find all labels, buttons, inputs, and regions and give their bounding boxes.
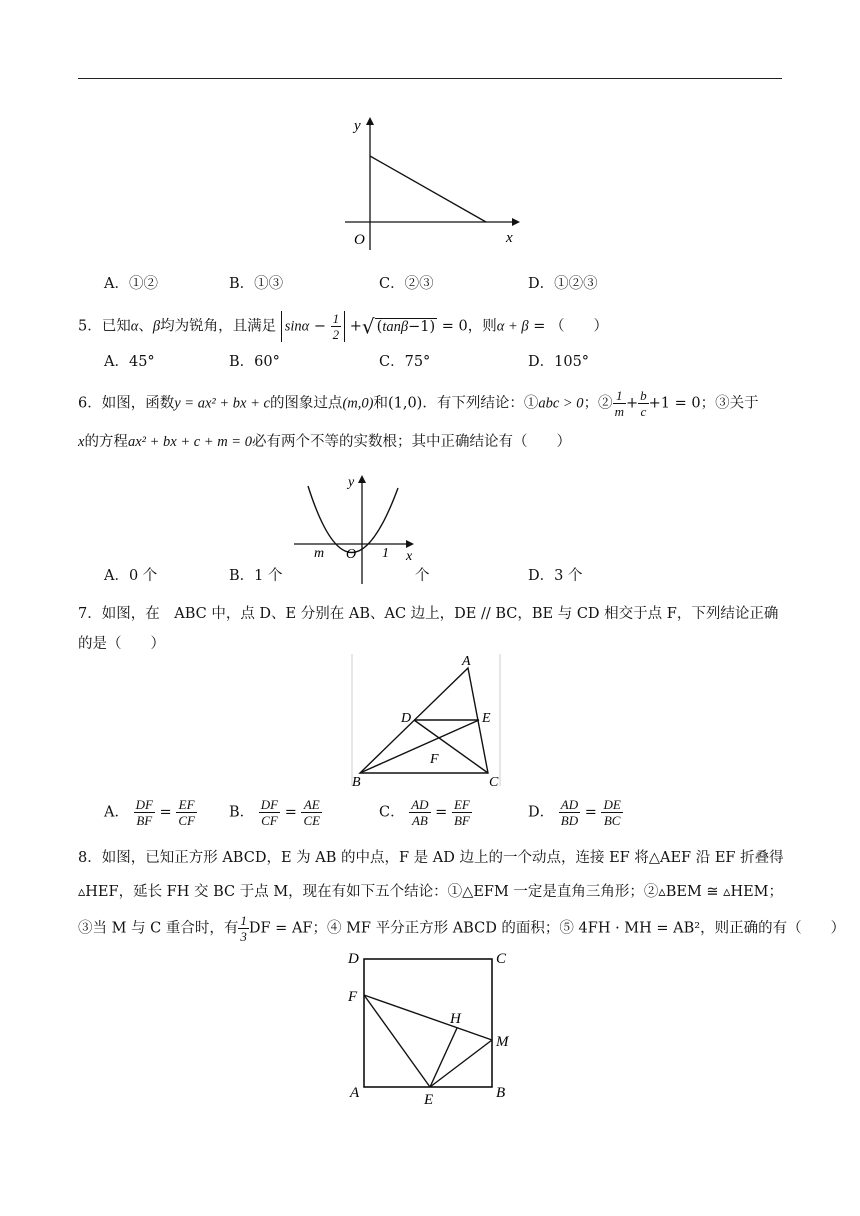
q7-stem-line1: 7．如图，在 ABC 中，点 D、E 分别在 AB、AC 边上，DE // BC，BE 与 CD 相交于点 F，下列结论正确 [78,606,779,622]
q7-segment-cd [414,720,488,773]
q7-triangle-figure [350,652,506,788]
q4-option-c: C．②③ [379,276,434,292]
q7-label-f: F [430,752,439,767]
q8-stem-line2: ▵HEF，延长 FH 交 BC 于点 M，现在有如下五个结论：①△EFM 一定是直角三角形；②▵BEM ≅ ▵HEM； [78,884,784,900]
q8-segment-eh [430,1028,457,1087]
q6-m-label: m [314,546,325,561]
q5-abs-value: sinα − $\frac{1}{2}$ [281,311,345,342]
q8-square-figure [340,946,530,1106]
q5-option-d: D．105° [528,354,590,370]
q4-option-a: A．①② [104,276,158,292]
q4-option-b: B．①③ [229,276,284,292]
q8-label-h: H [450,1011,461,1027]
q8-label-f: F [348,989,358,1005]
q7-label-a: A [462,654,471,669]
q8-segment-em [430,1040,492,1087]
q5-option-b: B．60° [229,354,280,370]
q4-line [370,156,486,222]
q7-stem-line2: 的是（ ） [78,636,165,652]
q6-x-label: x [406,549,413,564]
q6-option-d: D．3 个 [528,568,583,584]
q8-label-m: M [496,1034,509,1050]
q8-segment-fm [364,995,492,1040]
q7-label-b: B [352,775,361,788]
q6-x-arrow [406,540,414,548]
q7-segment-be [360,720,479,773]
q4-y-label: y [354,118,361,134]
q8-stem-line3: ③当 M 与 C 重合时，有 $\frac{1}{3}$ DF = AF；④ MF 平分正方形 ABCD 的面积；⑤ 4FH · MH = AB²，则正确的有（ ） [78,913,846,944]
q7-option-a: A． $\frac{DF}{BF}$ = $\frac{EF}{CF}$ [104,797,195,828]
q6-parabola [308,486,398,553]
q4-graph-figure [340,112,530,252]
q8-label-b: B [496,1085,506,1101]
q6-option-c: 个 [415,568,430,584]
header-rule [78,78,782,79]
q6-parabola-figure [290,468,420,586]
q7-label-e: E [482,711,491,726]
q8-label-c: C [496,951,507,967]
q4-option-d: D．①②③ [528,276,598,292]
q8-stem-line1: 8．如图，已知正方形 ABCD，E 为 AB 的中点，F 是 AD 边上的一个动点，连接 EF 将△AEF 沿 EF 折叠得 [78,850,784,866]
q5-stem: 5．已知α、β均为锐角，且满足 sinα − $\frac{1}{2}$ +√ (tanβ−1) = 0，则α + β = （ ） [78,311,608,342]
q8-label-e: E [424,1092,434,1106]
q6-y-label: y [348,475,355,490]
q4-origin-label: O [354,232,365,248]
q6-option-b: B．1 个 [229,568,283,584]
q7-label-c: C [489,775,499,788]
q4-x-label: x [506,230,513,246]
q8-segment-fe [364,995,430,1087]
q7-option-d: D． $\frac{AD}{BD}$ = $\frac{DE}{BC}$ [528,797,621,828]
q6-option-a: A．0 个 [104,568,158,584]
q5-option-a: A．45° [104,354,155,370]
q7-option-b: B． $\frac{DF}{CF}$ = $\frac{AE}{CE}$ [229,797,321,828]
q6-stem-line2: x的方程ax² + bx + c + m = 0必有两个不等的实数根；其中正确结论有（ ） [78,434,571,450]
q7-option-c: C． $\frac{AD}{AB}$ = $\frac{EF}{BF}$ [379,797,470,828]
q6-y-arrow [358,475,366,483]
q8-label-a: A [350,1085,360,1101]
q8-square-abcd [364,959,492,1087]
q6-one-label: 1 [382,546,389,561]
q5-option-c: C．75° [379,354,431,370]
q4-x-arrow [512,218,520,226]
q8-label-d: D [348,951,359,967]
q6-origin-label: O [346,547,357,562]
q4-y-arrow [366,117,374,125]
q6-stem-line1: 6．如图，函数y = ax² + bx + c的图象过点(m,0)和(1,0)．有下列结论：①abc > 0；② $\frac{1}{m}$ + $\frac{b}{c}$ +1 = 0；③关于 [78,388,759,419]
q7-label-d: D [401,711,412,726]
